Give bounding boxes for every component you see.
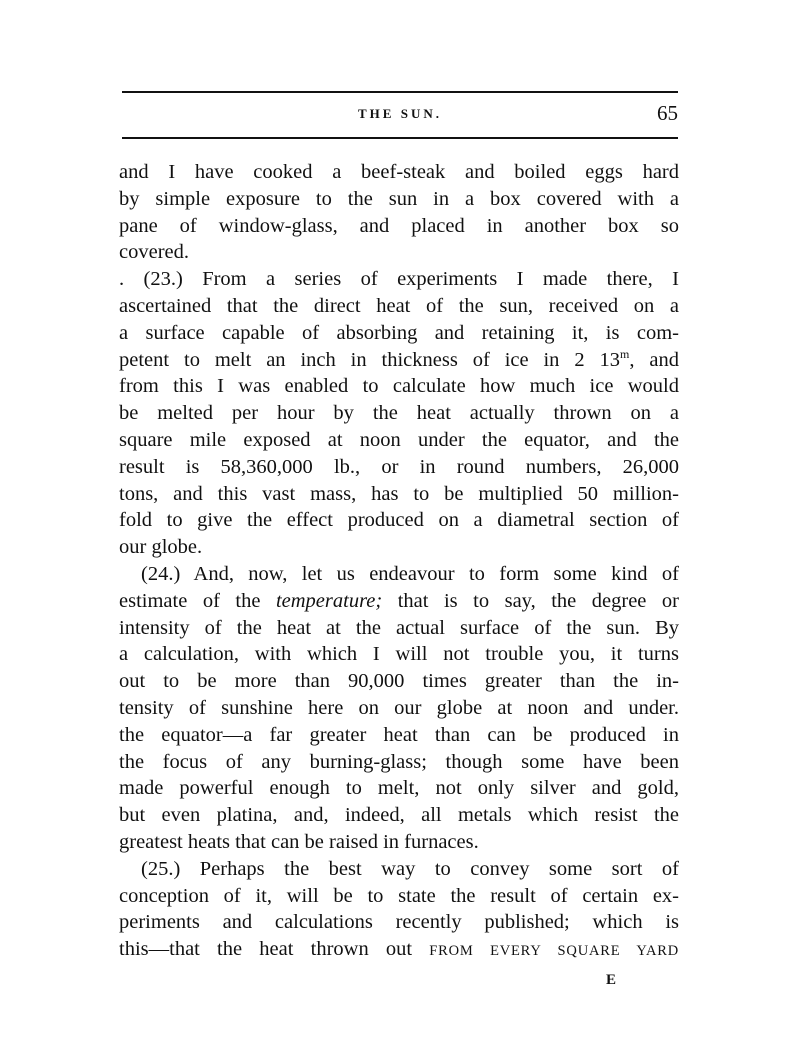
page-number: 65 bbox=[657, 101, 678, 125]
superscript: m bbox=[620, 346, 630, 361]
text-line bbox=[119, 588, 679, 615]
text-line: but even platina, and, indeed, all metals which resist the bbox=[119, 804, 679, 827]
signature-mark: E bbox=[606, 972, 618, 988]
running-head: THE SUN. bbox=[358, 106, 442, 121]
text-line: tensity of sunshine here on our globe at noon and under. bbox=[119, 696, 679, 719]
text-span: , and bbox=[629, 348, 679, 371]
text-line: result is 58,360,000 lb., or in round numbers, 26,000 bbox=[119, 455, 679, 478]
text-line: pane of window-glass, and placed in another box so bbox=[119, 214, 679, 237]
text-line: ascertained that the direct heat of the sun, received on a bbox=[119, 294, 679, 317]
text-line: out to be more than 90,000 times greater than the in- bbox=[119, 670, 679, 693]
small-caps-text: FROM EVERY SQUARE YARD bbox=[429, 943, 679, 960]
text-line: the equator—a far greater heat than can be produced in bbox=[119, 723, 679, 746]
text-span: estimate of the bbox=[119, 589, 276, 612]
text-line: be melted per hour by the heat actually thrown on a bbox=[119, 402, 679, 425]
text-line bbox=[119, 936, 679, 963]
text-line: periments and calculations recently published; which is bbox=[119, 911, 679, 934]
text-line: square mile exposed at noon under the equator, and the bbox=[119, 428, 679, 451]
header-rule-top bbox=[122, 91, 678, 93]
text-line: the focus of any burning-glass; though some have been bbox=[119, 750, 679, 773]
header-rule-bottom bbox=[122, 137, 678, 139]
text-line bbox=[119, 347, 679, 374]
text-line: by simple exposure to the sun in a box covered with a bbox=[119, 187, 679, 210]
italic-word: temperature; bbox=[275, 589, 383, 612]
text-span: that is to say, the degree or bbox=[382, 589, 679, 612]
text-span: this—that the heat thrown out bbox=[119, 938, 430, 961]
text-line: a calculation, with which I will not trouble you, it turns bbox=[119, 643, 679, 666]
text-line: tons, and this vast mass, has to be multiplied 50 million- bbox=[119, 482, 679, 505]
text-line: our globe. bbox=[119, 536, 203, 559]
text-line: (25.) Perhaps the best way to convey some sort of bbox=[141, 857, 679, 880]
text-line: (24.) And, now, let us endeavour to form some kind of bbox=[141, 562, 679, 585]
text-span: petent to melt an inch in thickness of ice in 2 13 bbox=[119, 348, 621, 371]
text-line: made powerful enough to melt, not only silver and gold, bbox=[119, 777, 679, 800]
text-line: and I have cooked a beef-steak and boiled eggs hard bbox=[119, 161, 679, 183]
text-line: intensity of the heat at the actual surface of the sun. By bbox=[119, 616, 679, 639]
text-line: conception of it, will be to state the result of certain ex- bbox=[119, 884, 679, 907]
text-line: a surface capable of absorbing and retaining it, is com- bbox=[119, 321, 679, 344]
text-line: . (23.) From a series of experiments I made there, I bbox=[119, 268, 679, 291]
text-line: greatest heats that can be raised in furnaces. bbox=[119, 830, 479, 853]
body-text bbox=[119, 159, 679, 963]
text-line: covered. bbox=[119, 241, 189, 264]
text-line: fold to give the effect produced on a diametral section of bbox=[119, 509, 679, 532]
text-line: from this I was enabled to calculate how much ice would bbox=[119, 375, 679, 398]
